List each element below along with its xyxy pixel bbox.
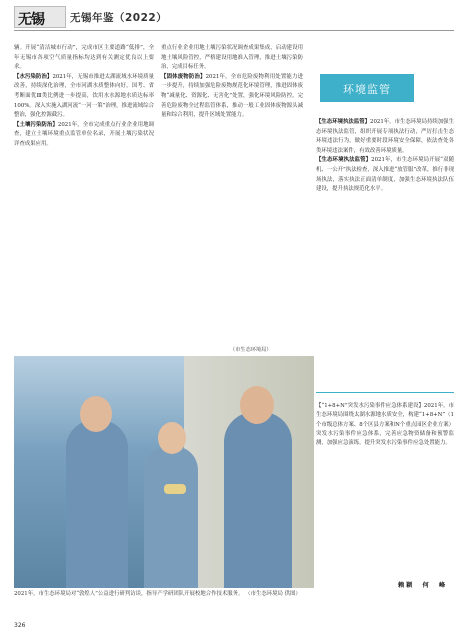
photo: [14, 356, 314, 588]
header-title: 无锡年鉴（2022）: [70, 12, 168, 24]
section-heading: 【生态环境执法监管】: [316, 119, 371, 125]
paragraph-text: 2021年，市生态环境局开展“双随机、一公开”执法检查，深入推进“放管服”改革，推行非现场执法，落实执法正面清单制度，加强生态环境执法队伍建设，提升执法规范化水平。: [316, 157, 454, 193]
paragraph: [14, 121, 154, 150]
paragraph: [161, 44, 303, 73]
paragraph-text: 2021年，无锡市推进太湖流域水环境质量改善，持续深化治理，全市河湖水质整体向好，国考、省考断面优Ⅲ类比例进一步提高，饮用水水源地水质达标率100%。深入实施入湖河流“一河一策”治理，推进流域综合整治，强化控源截污。: [14, 73, 154, 119]
paragraph-text: 2021年，市生态环境局持续加强生态环境执法监管，组织开展专项执法行动，严厉打击生态环境违法行为，做好重要时段环境安全保障，依法查处各类环境违法案件，有效改善环境质量。: [316, 119, 454, 154]
column-right: [316, 118, 454, 356]
photo-person-center-head: [158, 422, 186, 454]
section-heading: 【生态环境执法监管】: [316, 157, 372, 164]
photo-person-center: [144, 446, 198, 588]
paragraph-text: 2021年，全市完成重点行业企业用地调查，建立土壤环境重点监管单位名录，开展土壤污染状况详查成果应用。: [14, 121, 154, 147]
paragraph: [161, 73, 303, 121]
paragraph: [316, 402, 454, 448]
source-credit: （市生态环境局）: [230, 347, 272, 353]
paragraph: [14, 73, 154, 121]
logo-text: 无锡: [18, 12, 44, 28]
author-byline: 赖颖 何 峰: [398, 582, 448, 589]
paragraph-text: 重点行业企业用地土壤污染状况调查成果集成，启动建设用地土壤风险管控，严格建设用地准入管理，推进土壤污染防治，完成目标任务。: [161, 45, 303, 71]
column-left: [14, 44, 154, 370]
section-tag: [320, 74, 414, 102]
photo-person-right: [224, 412, 292, 588]
section-heading: 【固体废物防治】: [161, 73, 206, 80]
page-header: [14, 6, 454, 30]
paragraph: [14, 44, 154, 73]
paragraph: [316, 118, 454, 156]
paragraph: [316, 156, 454, 194]
section-heading: 【土壤污染防治】: [14, 121, 58, 128]
section-heading: 【“1+8+N”突发水污染事件应急体系建设】: [316, 403, 424, 409]
column-right-lower: [316, 402, 454, 584]
logo-box: [14, 6, 66, 28]
photo-person-left: [66, 420, 128, 588]
paragraph-text: 2021年，市生态环境局围绕太湖水源地水质安全，构建“1+8+N”（1个市级总体方案、8个区县方案和N个重点园区企业方案）突发水污染事件应急体系，完善应急物资储备和预警监测，加强应急演练，提升突发水污染事件应急处置能力。: [316, 403, 454, 447]
header-rule: [14, 30, 454, 31]
photo-person-left-head: [80, 396, 112, 432]
photo-caption: 2021年，市生态环境局对“敦煌人”公益进行研判访谈，指导产学研团队开展校地合作技术服务。 （市生态环境局 供图）: [14, 591, 301, 597]
page-number: 326: [14, 622, 26, 629]
section-tag-text: 环境监管: [343, 83, 391, 96]
block-divider: [316, 392, 454, 393]
paragraph-text: 辆。开展“清洁城市行动”，完成市区主要道路“低排”，全年无锡市各项空气质量指标均达到有关测定优良以上要求。: [14, 45, 154, 71]
paragraph-text: 2021年，全市危险废物利用处置能力进一步提升，持续加强危险废物规范化环境管理，推进固体废物“减量化、资源化、无害化”处置，强化环境风险防控，完善危险废物全过程监管体系，推动一般工业固体废物源头减量和综合利用，提升区域处置能力。: [161, 73, 303, 119]
section-heading: 【水污染防治】: [14, 73, 53, 80]
photo-person-right-head: [240, 386, 274, 424]
photo-sample-in-hand: [164, 484, 186, 494]
column-middle: [161, 44, 303, 344]
